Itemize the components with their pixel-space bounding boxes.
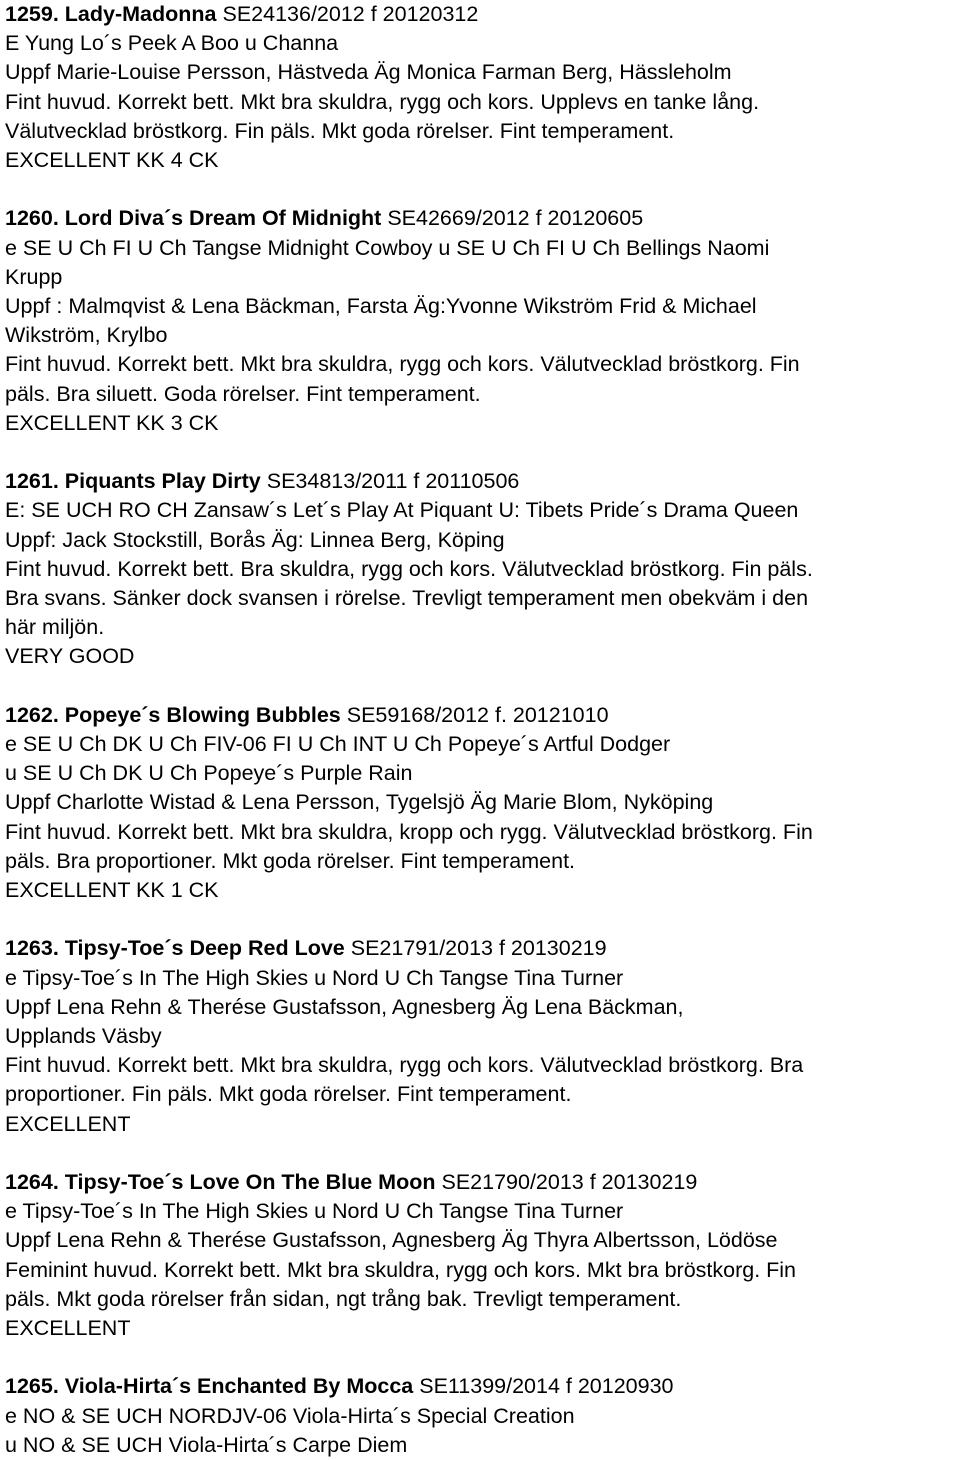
entry-header [5, 0, 960, 29]
entry-line: e Tipsy-Toe´s In The High Skies u Nord U Ch Tangse Tina Turner [5, 1199, 624, 1224]
entry-line: E: SE UCH RO CH Zansaw´s Let´s Play At Piquant U: Tibets Pride´s Drama Queen [5, 498, 799, 523]
dog-entry-1260 [5, 204, 960, 438]
entry-line: u NO & SE UCH Viola-Hirta´s Carpe Diem [5, 1432, 408, 1457]
entry-header [5, 467, 960, 496]
entry-line: e NO & SE UCH NORDJV-06 Viola-Hirta´s Special Creation [5, 1403, 575, 1428]
entry-number: 1261. [5, 469, 59, 494]
entry-line: u SE U Ch DK U Ch Popeye´s Purple Rain [5, 761, 413, 786]
dog-name: Tipsy-Toe´s Deep Red Love [64, 936, 345, 961]
entry-header [5, 701, 960, 730]
entry-line: Fint huvud. Korrekt bett. Mkt bra skuldra, kropp och rygg. Välutvecklad bröstkorg. Fin [5, 819, 813, 844]
registration: SE42669/2012 f 20120605 [381, 206, 644, 231]
entry-grade: EXCELLENT KK 3 CK [5, 410, 219, 435]
dog-name: Lady-Madonna [64, 2, 217, 26]
entry-line: e Tipsy-Toe´s In The High Skies u Nord U Ch Tangse Tina Turner [5, 965, 624, 990]
spacer [5, 1139, 960, 1168]
entry-line: Fint huvud. Korrekt bett. Bra skuldra, rygg och kors. Välutvecklad bröstkorg. Fin päls. [5, 556, 813, 581]
entry-line: Välutvecklad bröstkorg. Fin päls. Mkt goda rörelser. Fint temperament. [5, 118, 675, 143]
dog-name: Viola-Hirta´s Enchanted By Mocca [64, 1374, 414, 1399]
entry-line: Uppf Charlotte Wistad & Lena Persson, Tygelsjö Äg Marie Blom, Nyköping [5, 790, 714, 815]
registration: SE21790/2013 f 20130219 [435, 1170, 698, 1195]
entry-line: Uppf Marie-Louise Persson, Hästveda Äg Monica Farman Berg, Hässleholm [5, 60, 732, 85]
entry-line: Uppf: Jack Stockstill, Borås Äg: Linnea Berg, Köping [5, 527, 505, 552]
dog-name: Lord Diva´s Dream Of Midnight [64, 206, 382, 231]
entry-number: 1262. [5, 702, 59, 727]
dog-name: Popeye´s Blowing Bubbles [64, 702, 341, 727]
entry-line: päls. Bra proportioner. Mkt goda rörelser. Fint temperament. [5, 848, 576, 873]
entry-line: Bra svans. Sänker dock svansen i rörelse. Trevligt temperament men obekväm i den [5, 586, 809, 611]
entry-line: Uppf Lena Rehn & Therése Gustafsson, Agnesberg Äg Thyra Albertsson, Lödöse [5, 1228, 778, 1253]
entry-grade: EXCELLENT KK 1 CK [5, 878, 219, 903]
entry-line: Uppf : Malmqvist & Lena Bäckman, Farsta Äg:Yvonne Wikström Frid & Michael [5, 294, 757, 319]
registration: SE21791/2013 f 20130219 [344, 936, 607, 961]
dog-entry-1259 [5, 0, 960, 175]
entry-grade: EXCELLENT [5, 1111, 131, 1136]
entry-line: Upplands Väsby [5, 1024, 162, 1049]
entry-line: Fint huvud. Korrekt bett. Mkt bra skuldra, rygg och kors. Välutvecklad bröstkorg. Fin [5, 352, 800, 377]
entry-header [5, 204, 960, 233]
registration: SE24136/2012 f 20120312 [216, 2, 479, 26]
spacer [5, 175, 960, 204]
entry-line: Uppf Lena Rehn & Therése Gustafsson, Agnesberg Äg Lena Bäckman, [5, 994, 684, 1019]
entry-line: Wikström, Krylbo [5, 323, 168, 348]
entry-number: 1263. [5, 936, 59, 961]
entry-grade: VERY GOOD [5, 644, 135, 669]
entry-number: 1260. [5, 206, 59, 231]
entry-line: proportioner. Fin päls. Mkt goda rörelser. Fint temperament. [5, 1082, 572, 1107]
dog-name: Piquants Play Dirty [64, 469, 261, 494]
entry-line: Krupp [5, 264, 63, 289]
entry-number: 1259. [5, 2, 59, 26]
entry-grade: EXCELLENT KK 4 CK [5, 148, 219, 173]
registration: SE11399/2014 f 20120930 [413, 1374, 674, 1399]
dog-name: Tipsy-Toe´s Love On The Blue Moon [64, 1170, 436, 1195]
spacer [5, 905, 960, 934]
spacer [5, 672, 960, 701]
entry-header [5, 1372, 960, 1401]
entry-grade: EXCELLENT [5, 1316, 131, 1341]
entry-line: e SE U Ch FI U Ch Tangse Midnight Cowboy u SE U Ch FI U Ch Bellings Naomi [5, 235, 770, 260]
entry-header [5, 934, 960, 963]
registration: SE59168/2012 f. 20121010 [340, 702, 609, 727]
entry-line: E Yung Lo´s Peek A Boo u Channa [5, 31, 339, 56]
entry-line: här miljön. [5, 615, 105, 640]
entry-line: e SE U Ch DK U Ch FIV-06 FI U Ch INT U Ch Popeye´s Artful Dodger [5, 732, 671, 757]
dog-entry-1265 [5, 1372, 960, 1460]
dog-entry-1263 [5, 934, 960, 1138]
entry-header [5, 1168, 960, 1197]
dog-entry-1262 [5, 701, 960, 905]
entry-line: päls. Bra siluett. Goda rörelser. Fint temperament. [5, 381, 481, 406]
spacer [5, 1343, 960, 1372]
dog-entry-1264 [5, 1168, 960, 1343]
entry-number: 1265. [5, 1374, 59, 1399]
entry-number: 1264. [5, 1170, 59, 1195]
registration: SE34813/2011 f 20110506 [260, 469, 520, 494]
entry-line: Fint huvud. Korrekt bett. Mkt bra skuldra, rygg och kors. Välutvecklad bröstkorg. Bra [5, 1053, 804, 1078]
entry-line: päls. Mkt goda rörelser från sidan, ngt trång bak. Trevligt temperament. [5, 1286, 682, 1311]
entry-line: Fint huvud. Korrekt bett. Mkt bra skuldra, rygg och kors. Upplevs en tanke lång. [5, 89, 760, 114]
entry-line: Feminint huvud. Korrekt bett. Mkt bra skuldra, rygg och kors. Mkt bra bröstkorg. Fin [5, 1257, 797, 1282]
spacer [5, 438, 960, 467]
dog-entry-1261 [5, 467, 960, 671]
